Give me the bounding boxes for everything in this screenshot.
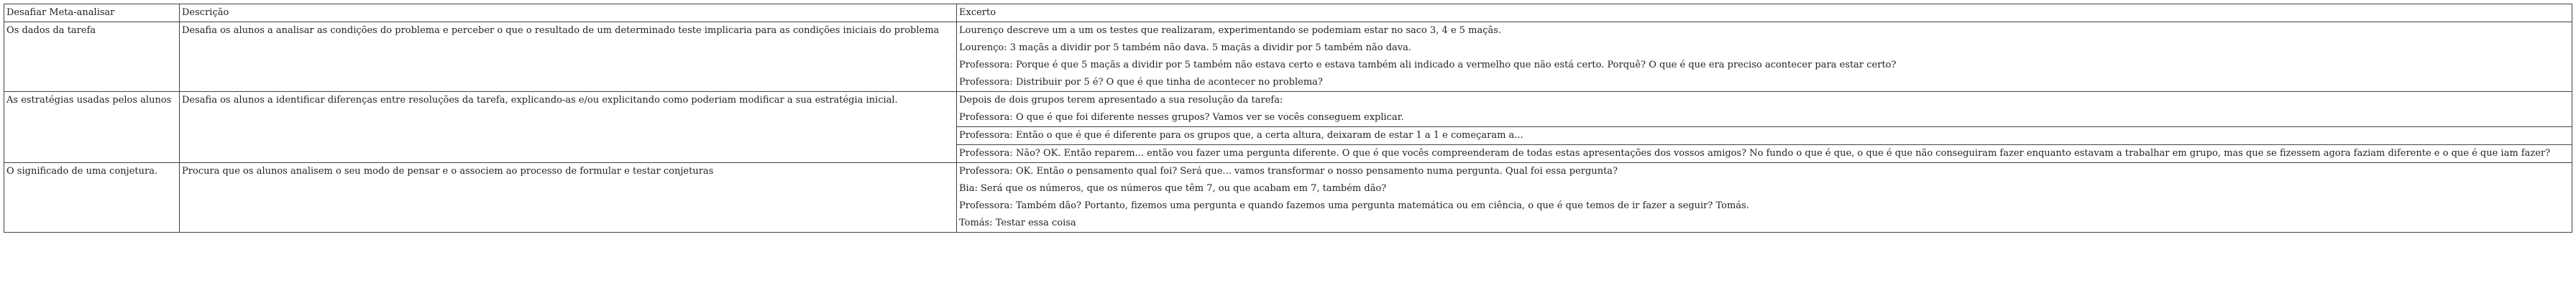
excerpt-line: Professora: Também dão? Portanto, fizemos uma pergunta e quando fazemos uma pergunta matemática ou em ciência, o que é que temos de ir fazer a seguir? Tomás. [957, 197, 2572, 215]
excerpt-line: Professora: Distribuir por 5 é? O que é que tinha de acontecer no problema? [957, 74, 2572, 92]
description-cell: Procura que os alunos analisem o seu modo de pensar e o associem ao processo de formular e testar conjeturas [180, 163, 957, 181]
meta-analysis-table [4, 4, 2572, 233]
description-cell: Desafia os alunos a analisar as condições do problema e perceber o que o resultado de um determinado teste implicaria para as condições iniciais do problema [180, 22, 957, 40]
table-row [4, 163, 2572, 181]
dimension-cell: As estratégias usadas pelos alunos [4, 92, 180, 110]
table-row-continuation [4, 145, 2572, 163]
excerpt-line: Professora: Então o que é que é diferente para os grupos que, a certa altura, deixaram de estar 1 a 1 e começaram a... [957, 127, 2572, 145]
column-header-description: Descrição [180, 4, 957, 22]
description-cell: Desafia os alunos a identificar diferenças entre resoluções da tarefa, explicando-as e/ou explicitando como poderiam modificar a sua estratégia inicial. [180, 92, 957, 110]
excerpt-line: Tomás: Testar essa coisa [957, 215, 2572, 233]
excerpt-line: Professora: Porque é que 5 maçãs a dividir por 5 também não estava certo e estava também ali indicado a vermelho que não está certo. Porquê? O que é que era preciso acontecer para estar certo? [957, 57, 2572, 74]
table-row-continuation [4, 127, 2572, 145]
excerpt-line: Professora: O que é que foi diferente nesses grupos? Vamos ver se vocês conseguem explicar. [957, 109, 2572, 127]
table-row-continuation [4, 74, 2572, 92]
column-header-dimension: Desafiar Meta-analisar [4, 4, 180, 22]
column-header-excerpt: Excerto [957, 4, 2572, 22]
table-row-continuation [4, 180, 2572, 197]
table-row-continuation [4, 39, 2572, 57]
excerpt-line: Professora: Não? OK. Então reparem... então vou fazer uma pergunta diferente. O que é que vocês compreenderam de todas estas apresentações dos vossos amigos? No fundo o que é que, o que é que não conseguiram fazer enquanto estavam a trabalhar em grupo, mas que se fizessem agora faziam diferente e o que é que iam fazer? [957, 145, 2572, 163]
table-row [4, 92, 2572, 110]
table-row-continuation [4, 109, 2572, 127]
table-row-continuation [4, 215, 2572, 233]
excerpt-line: Lourenço: 3 maçãs a dividir por 5 também não dava. 5 maçãs a dividir por 5 também não dava. [957, 39, 2572, 57]
excerpt-line: Professora: OK. Então o pensamento qual foi? Será que... vamos transformar o nosso pensamento numa pergunta. Qual foi essa pergunta? [957, 163, 2572, 181]
excerpt-line: Depois de dois grupos terem apresentado a sua resolução da tarefa: [957, 92, 2572, 110]
excerpt-line: Lourenço descreve um a um os testes que realizaram, experimentando se podemiam estar no saco 3, 4 e 5 maçãs. [957, 22, 2572, 40]
dimension-cell: O significado de uma conjetura. [4, 163, 180, 181]
table-row-continuation [4, 57, 2572, 74]
table-row-continuation [4, 197, 2572, 215]
dimension-cell: Os dados da tarefa [4, 22, 180, 40]
table-header-row [4, 4, 2572, 22]
table-row [4, 22, 2572, 40]
excerpt-line: Bia: Será que os números, que os números que têm 7, ou que acabam em 7, também dão? [957, 180, 2572, 197]
